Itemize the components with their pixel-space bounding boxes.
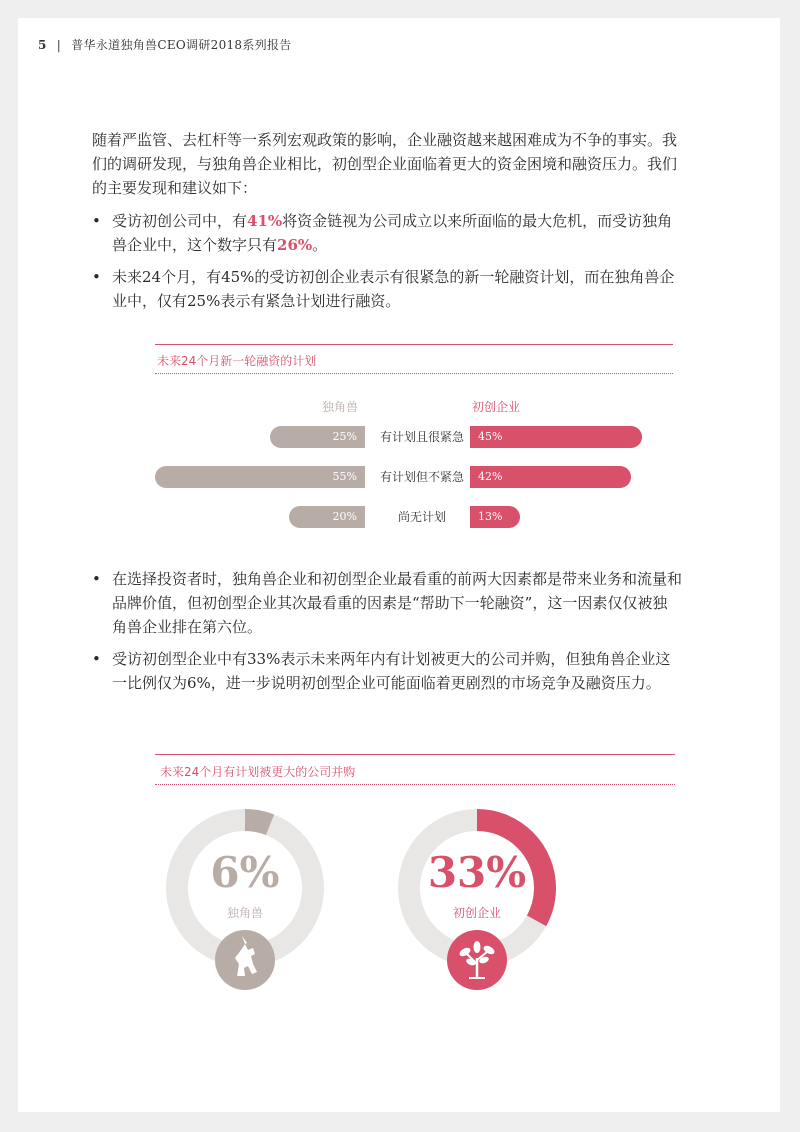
bullet-item	[92, 647, 682, 695]
bar-startup: 42%	[470, 466, 631, 488]
bar-unicorn: 25%	[270, 426, 365, 448]
donut-percentage: 6%	[210, 848, 280, 897]
bar-unicorn: 20%	[289, 506, 365, 528]
bullet-text: 将资金链视为公司成立以来所面临的最大危机，而受访独角兽企业中，这个数字只有	[112, 212, 673, 254]
intro-paragraph: 随着严监管、去杠杆等一系列宏观政策的影响，企业融资越来越困难成为不争的事实。我们的调研发现，与独角兽企业相比，初创型企业面临着更大的资金困境和融资压力。我们的主要发现和建议如下：	[92, 131, 678, 197]
bar-unicorn: 55%	[155, 466, 365, 488]
bar-category-label: 尚无计划	[397, 510, 446, 524]
bullet-dot: •	[92, 212, 101, 230]
bar-chart-rule	[155, 344, 673, 345]
bar-chart-title: 未来24个月新一轮融资的计划	[157, 354, 317, 368]
bullet-item	[92, 209, 682, 257]
page-number: 5	[38, 38, 47, 52]
bullet-item	[92, 567, 683, 639]
bar-category-label: 有计划但不紧急	[379, 470, 464, 484]
highlight-figure: 41%	[247, 212, 283, 230]
bullet-dot: •	[92, 570, 101, 588]
bar-startup: 13%	[470, 506, 520, 528]
series-label-unicorn: 独角兽	[322, 400, 359, 414]
page-header	[38, 36, 292, 53]
sprout-tree-icon	[447, 930, 507, 990]
bullet-dot: •	[92, 650, 101, 668]
bullet-item	[92, 265, 682, 313]
sprout-tree-icon-glyph	[447, 930, 507, 990]
donut-chart-title: 未来24个月有计划被更大的公司并购	[160, 765, 356, 779]
unicorn-horse-icon	[215, 930, 275, 990]
bar-category-label: 有计划且很紧急	[379, 430, 464, 444]
report-series-title: 普华永道独角兽CEO调研2018系列报告	[71, 38, 292, 52]
bar-startup: 45%	[470, 426, 642, 448]
donut-chart-rule	[155, 754, 675, 755]
bullet-text: 未来24个月，有45%的受访初创企业表示有很紧急的新一轮融资计划，而在独角兽企业中，仅有25%表示有紧急计划进行融资。	[112, 268, 675, 310]
bullet-dot: •	[92, 268, 101, 286]
donut-series-label: 初创企业	[452, 906, 501, 920]
bullet-text: 受访初创公司中，有	[112, 212, 248, 230]
highlight-figure: 26%	[277, 236, 313, 254]
bullet-text: 在选择投资者时，独角兽企业和初创型企业最看重的前两大因素都是带来业务和流量和品牌价值，但初创型企业其次最看重的因素是“帮助下一轮融资”，这一因素仅仅被独角兽企业排在第六位。	[112, 570, 683, 636]
donut-percentage: 33%	[427, 848, 527, 897]
donut-chart-dotted-rule	[155, 784, 675, 785]
bullet-text: 。	[312, 236, 328, 254]
bullet-text: 受访初创型企业中有33%表示未来两年内有计划被更大的公司并购，但独角兽企业这一比例仅为6%，进一步说明初创型企业可能面临着更剧烈的市场竞争及融资压力。	[112, 650, 671, 692]
header-separator: |	[56, 38, 62, 52]
donut-series-label: 独角兽	[226, 906, 263, 920]
series-label-startup: 初创企业	[472, 400, 521, 414]
unicorn-horse-icon-glyph	[215, 930, 275, 990]
bar-chart-dotted-rule	[155, 373, 673, 374]
